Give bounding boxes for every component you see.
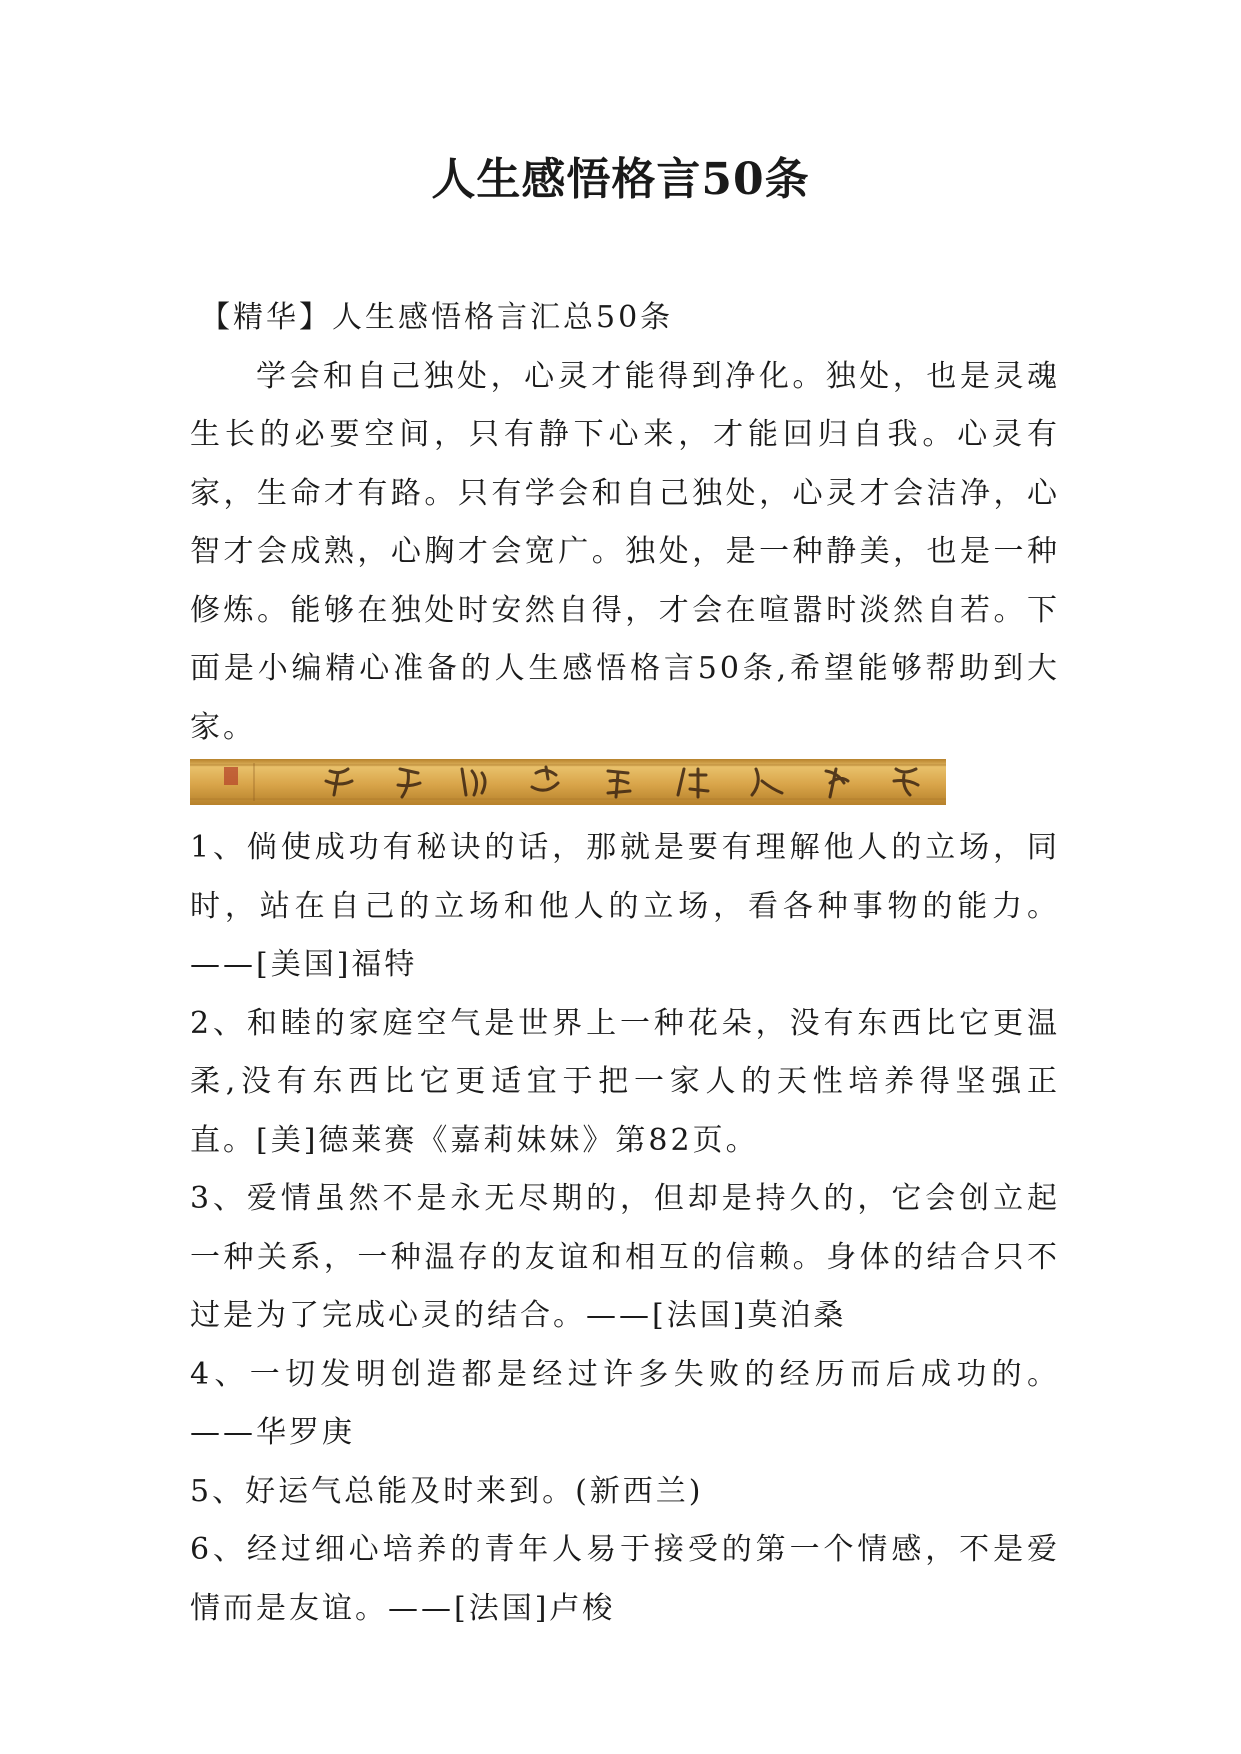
quote-item: 5、好运气总能及时来到。(新西兰): [190, 1473, 704, 1509]
quote-item: 3、爱情虽然不是永无尽期的，但却是持久的，它会创立起一种关系，一种温存的友谊和相互的信赖。身体的结合只不过是为了完成心灵的结合。——[法国]莫泊桑: [190, 1181, 1060, 1333]
document-body: [190, 289, 1060, 1638]
intro-paragraph: 学会和自己独处，心灵才能得到净化。独处，也是灵魂生长的必要空间，只有静下心来，才能回归自我。心灵有家，生命才有路。只有学会和自己独处，心灵才会洁净，心智才会成熟，心胸才会宽广。独处，是一种静美，也是一种修炼。能够在独处时安然自得，才会在喧嚣时淡然自若。下面是小编精心准备的人生感悟格言50条,希望能够帮助到大家。: [190, 358, 1060, 745]
document-subtitle: 【精华】人生感悟格言汇总50条: [200, 300, 674, 335]
document-title: 人生感悟格言50条: [431, 154, 810, 205]
quote-item: 6、经过细心培养的青年人易于接受的第一个情感，不是爱情而是友谊。——[法国]卢梭: [190, 1532, 1060, 1626]
quote-item: 2、和睦的家庭空气是世界上一种花朵，没有东西比它更温柔,没有东西比它更适宜于把一家人的天性培养得坚强正直。[美]德莱赛《嘉莉妹妹》第82页。: [190, 1005, 1060, 1158]
quote-item: 4、一切发明创造都是经过许多失败的经历而后成功的。——华罗庚: [190, 1356, 1060, 1450]
calligraphy-banner-image: [190, 759, 946, 805]
quote-item: 1、倘使成功有秘诀的话，那就是要有理解他人的立场，同时，站在自己的立场和他人的立场，看各种事物的能力。——[美国]福特: [190, 830, 1060, 982]
